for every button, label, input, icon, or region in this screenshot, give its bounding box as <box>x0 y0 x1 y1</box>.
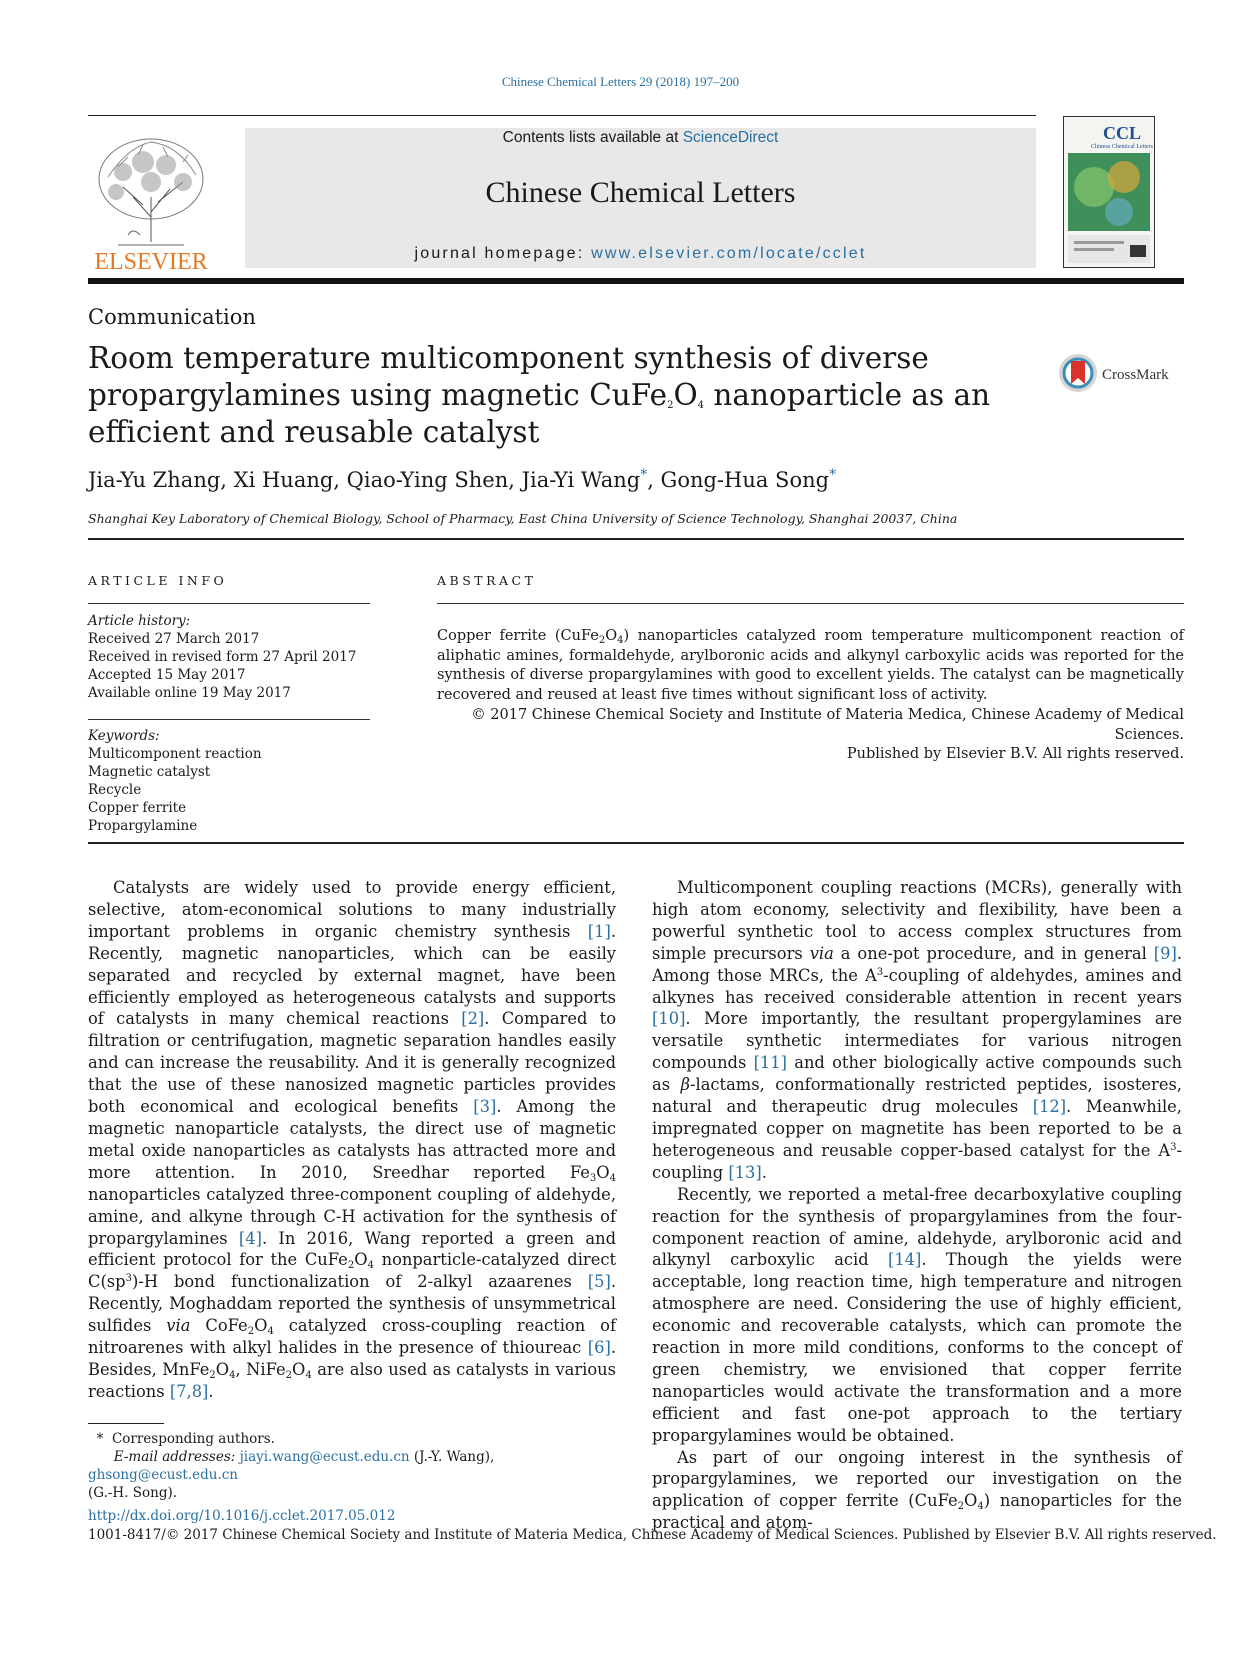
journal-title: Chinese Chemical Letters <box>485 176 796 209</box>
contents-line <box>245 129 1036 147</box>
citation-link[interactable]: [1] <box>587 921 611 941</box>
body-column-right <box>652 877 1182 1534</box>
homepage-link[interactable]: www.elsevier.com/locate/cclet <box>591 245 867 262</box>
elsevier-wordmark: ELSEVIER <box>94 249 208 272</box>
rule <box>437 603 1184 604</box>
citation-link[interactable]: [5] <box>587 1272 611 1292</box>
affiliation: Shanghai Key Laboratory of Chemical Biology, School of Pharmacy, East China University of Science Technology, Shanghai 20037, China <box>88 511 958 526</box>
history-item: Received in revised form 27 April 2017 <box>88 649 357 665</box>
article-title: Room temperature multicomponent synthesis of diverse propargylamines using magnetic $CuFe_2O_4$ nanoparticle as an efficient and reusable catalyst <box>88 341 991 449</box>
keyword-item: Propargylamine <box>88 818 198 834</box>
citation-link[interactable]: [10] <box>652 1009 686 1029</box>
homepage-prefix: journal homepage: <box>414 245 592 262</box>
article-type: Communication <box>88 305 256 329</box>
history-item: Available online 19 May 2017 <box>88 685 291 701</box>
history-item: Accepted 15 May 2017 <box>88 667 246 683</box>
article-info-heading: ARTICLE INFO <box>88 573 228 588</box>
citation-link[interactable]: [11] <box>753 1053 787 1073</box>
history-label: Article history: <box>88 613 191 629</box>
journal-citation[interactable]: Chinese Chemical Letters 29 (2018) 197–200 <box>501 74 740 89</box>
cover-subtitle: Chinese Chemical Letters <box>1091 144 1153 150</box>
body-column-left <box>88 877 616 1403</box>
email-link[interactable]: jiayi.wang@ecust.edu.cn <box>239 1449 410 1465</box>
body-paragraph: Multicomponent coupling reactions (MCRs), generally with high atom economy, selectivity and flexibility, have been a powerful synthetic tool to access complex structures from simple precursors via a one-pot procedure, and in general [9]. Among those MRCs, the $A^3$-coupling of aldehydes, amines and alkynes has received considerable attention in recent years [10]. More importantly, the resultant propergylamines are versatile synthetic intermediates for various nitrogen compounds [11] and other biologically active compounds such as β-lactams, conformationally restricted peptides, isosteres, natural and therapeutic drug molecules [12]. Meanwhile, impregnated copper on magnetite has been reported to be a heterogeneous and reusable copper-based catalyst for the $A^3$-coupling [13]. <box>652 878 1183 1182</box>
citation-link[interactable]: [9] <box>1153 943 1177 963</box>
contents-prefix: Contents lists available at <box>502 129 683 146</box>
citation-link[interactable]: [7,8] <box>169 1381 209 1401</box>
citation-link[interactable]: [14] <box>887 1250 922 1270</box>
sciencedirect-link[interactable]: ScienceDirect <box>682 129 779 146</box>
footer-copyright: 1001-8417/© 2017 Chinese Chemical Society and Institute of Materia Medica, Chinese Academy of Medical Sciences. Published by Elsevier B.V. All rights reserved. <box>88 1527 1217 1543</box>
body-paragraph: As part of our ongoing interest in the synthesis of propargylamines, we reported our investigation on the application of copper ferrite $(CuFe_2O_4)$ nanoparticles for the practical and atom- <box>652 1447 1182 1533</box>
corresponding-marker-2: * <box>829 467 837 483</box>
article-history <box>88 612 356 702</box>
citation-link[interactable]: [4] <box>238 1228 262 1248</box>
crossmark-badge[interactable] <box>1058 352 1182 402</box>
rule <box>88 842 1184 844</box>
citation-link[interactable]: [6] <box>587 1338 611 1358</box>
citation-link[interactable]: [3] <box>473 1097 497 1117</box>
keyword-item: Copper ferrite <box>88 800 187 816</box>
citation-link[interactable]: [12] <box>1032 1097 1067 1117</box>
top-rule <box>88 115 1036 116</box>
doi-link[interactable]: http://dx.doi.org/10.1016/j.cclet.2017.05.012 <box>88 1508 396 1524</box>
footnote: * Corresponding authors. E-mail addresses: jiayi.wang@ecust.edu.cn (J.-Y. Wang), ghsong@ecust.edu.cn (G.-H. Song). <box>88 1431 495 1501</box>
rule <box>88 719 370 720</box>
header-thick-rule <box>88 278 1184 284</box>
body-paragraph: Catalysts are widely used to provide energy efficient, selective, atom-economical solutions to many industrially important problems in organic chemistry synthesis [1]. Recently, magnetic nanoparticles, which can be easily separated and recycled by external magnet, have been efficiently employed as heterogeneous catalysts and supports of catalysts in many chemical reactions [2]. Compared to filtration or centrifugation, magnetic separation handles easily and can increase the reusability. And it is generally recognized that the use of these nanosized magnetic particles provides both economical and ecological benefits [3]. Among the magnetic nanoparticle catalysts, the direct use of magnetic metal oxide nanoparticles as catalysts has attracted more and more attention. In 2010, Sreedhar reported $Fe_3O_4$ nanoparticles catalyzed three-component coupling of aldehyde, amine, and alkyne through C-H activation for the synthesis of propargylamines [4]. In 2016, Wang reported a green and efficient protocol for the $CuFe_2O_4$ nonparticle-catalyzed direct $C(sp^3)-H$ bond functionalization of 2-alkyl azaarenes [5]. Recently, Moghaddam reported the synthesis of unsymmetrical sulfides via $CoFe_2O_4$ catalyzed cross-coupling reaction of nitroarenes with alkyl halides in the presence of thioureac [6]. Besides, $MnFe_2O_4$, $NiFe_2O_4$ are also used as catalysts in various reactions [7,8]. <box>88 878 616 1401</box>
authors-main: Jia-Yu Zhang, Xi Huang, Qiao-Ying Shen, Jia-Yi Wang <box>88 468 641 492</box>
citation-link[interactable]: [2] <box>461 1009 485 1029</box>
rule <box>88 538 1184 540</box>
citation-link[interactable]: [13] <box>728 1162 762 1182</box>
email-link[interactable]: ghsong@ecust.edu.cn <box>88 1467 238 1483</box>
keyword-item: Magnetic catalyst <box>88 764 211 780</box>
crossmark-label: CrossMark <box>1102 367 1169 383</box>
author-last: , Gong-Hua Song <box>647 468 830 492</box>
abstract-heading: ABSTRACT <box>437 573 537 588</box>
footnote-rule <box>88 1423 164 1424</box>
cover-label: CCL <box>1102 123 1142 143</box>
abstract-text: Copper ferrite $(CuFe_2O_4)$ nanoparticles catalyzed room temperature multicomponent reaction of aliphatic amines, formaldehyde, arylboronic acids and alkynyl carboxylic acids was reported for the synthesis of diverse propargylamines with good to excellent yields. The catalyst can be magnetically recovered and reused at least five times without significant loss of activity. <box>437 628 1184 703</box>
homepage-line <box>245 245 1036 263</box>
history-item: Received 27 March 2017 <box>88 631 260 647</box>
author-list <box>88 467 836 492</box>
rule <box>88 603 370 604</box>
body-paragraph: Recently, we reported a metal-free decarboxylative coupling reaction for the synthesis of propargylamines from the four-component reaction of amine, aldehyde, arylboronic acid and alkynyl carboxylic acid [14]. Though the yields were acceptable, long reaction time, high temperature and nitrogen atmosphere are need. Considering the use of highly efficient, economic and recoverable catalysts, which can promote the reaction in more mild conditions, conforms to the concept of green chemistry, we envisioned that copper ferrite nanoparticles would activate the transformation and a more efficient and fast one-pot approach to the tertiary propargylamines would be obtained. <box>652 1184 1182 1445</box>
elsevier-logo <box>88 127 214 272</box>
journal-cover-image <box>1063 116 1155 268</box>
keywords <box>88 727 262 835</box>
keyword-item: Multicomponent reaction <box>88 746 262 762</box>
abstract-copyright: © 2017 Chinese Chemical Society and Institute of Materia Medica, Chinese Academy of Medical Sciences. Published by Elsevier B.V. All rights reserved. <box>471 707 1184 762</box>
corresponding-marker-1: * <box>640 467 648 483</box>
keyword-item: Recycle <box>88 782 142 798</box>
keywords-label: Keywords: <box>88 728 160 744</box>
